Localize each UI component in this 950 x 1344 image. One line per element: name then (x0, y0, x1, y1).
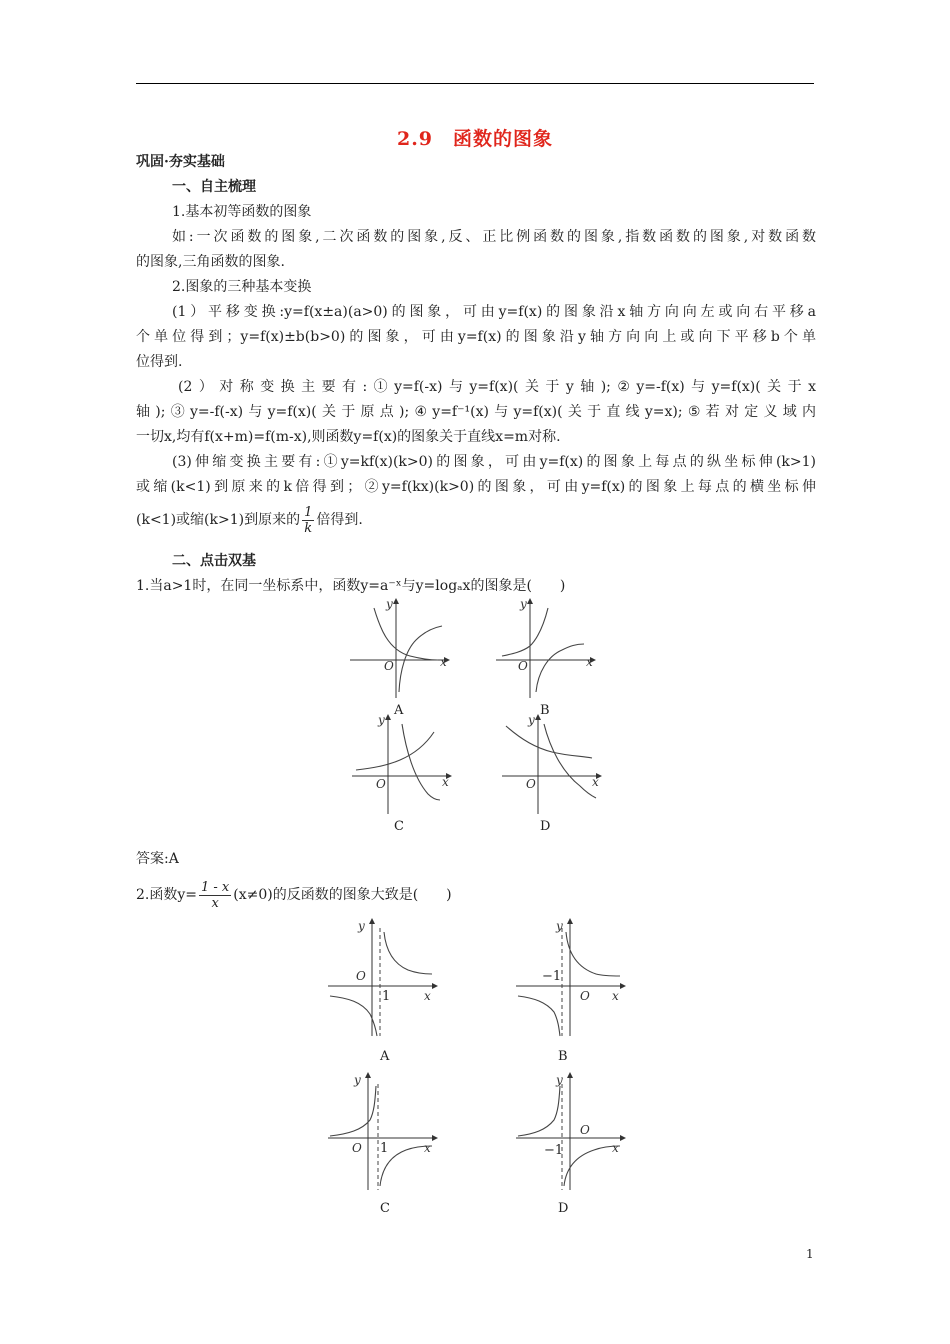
subsection-1: 一、自主梳理 (172, 179, 256, 195)
paragraph-6-line1: (3)伸缩变换主要有:①y=kf(x)(k>0)的图象，可由y=f(x)的图象上每点的纵坐标伸(k>1) (172, 454, 816, 470)
tick-label: 1 (380, 1141, 389, 1156)
fraction-numerator: 1 (304, 504, 313, 520)
fraction-1-over-k (302, 505, 314, 536)
q2-text-post: (x≠0)的反函数的图象大致是( ) (233, 887, 452, 903)
q2-caption-d (556, 1198, 576, 1216)
page-title: 2.9 函数的图象 (396, 128, 554, 150)
origin-label: O (580, 989, 590, 1003)
origin-label: O (580, 1123, 590, 1137)
paragraph-2-line1: 如:一次函数的图象,二次函数的图象,反、正比例函数的图象,指数函数的图象,对数函数 (172, 229, 816, 245)
y-axis-label: y (556, 919, 563, 933)
question-2 (136, 877, 816, 913)
y-axis-label: y (354, 1073, 361, 1087)
fraction-numerator: 1 - x (201, 879, 230, 895)
paragraph-6-line2: 或缩(k<1)到原来的k倍得到；②y=f(kx)(k>0)的图象，可由y=f(x)的图象上每点的横坐标伸 (136, 479, 816, 495)
paragraph-5-line2: 轴);③y=-f(-x)与y=f(x)(关于原点);④y=f⁻¹(x)与y=f(x)(关于直线y=x);⑤若对定义域内 (136, 404, 816, 420)
svg-text:B: B (558, 1049, 568, 1064)
fraction-1-minus-x-over-x (199, 880, 231, 911)
y-axis-label: y (556, 1073, 563, 1087)
paragraph-4-line2: 个单位得到；y=f(x)±b(b>0)的图象，可由y=f(x)的图象沿y轴方向向上或向下平移b个单 (136, 329, 816, 345)
p6-text-pre: (k<1)或缩(k>1)到原来的 (136, 512, 301, 528)
origin-label: O (352, 1141, 362, 1155)
origin-label: O (384, 659, 394, 673)
paragraph-3: 2.图象的三种基本变换 (172, 279, 312, 295)
section-heading: 巩固·夯实基础 (136, 154, 225, 170)
answer-1: 答案:A (136, 851, 179, 867)
tick-label: −1 (542, 969, 562, 984)
y-axis-label: y (358, 919, 365, 933)
q1-caption-d (536, 816, 556, 834)
svg-text:A: A (380, 1049, 390, 1064)
origin-label: O (526, 777, 536, 791)
y-axis-label: y (378, 713, 385, 727)
paragraph-1: 1.基本初等函数的图象 (172, 204, 312, 220)
fraction-denominator: x (211, 895, 219, 911)
svg-text:A: A (394, 703, 404, 718)
x-axis-label: x (424, 1141, 431, 1155)
y-axis-label: y (528, 713, 535, 727)
svg-text:D: D (558, 1201, 569, 1216)
paragraph-5-line3: 一切x,均有f(x+m)=f(m-x),则函数y=f(x)的图象关于直线x=m对称. (136, 429, 561, 445)
paragraph-6-line3 (136, 502, 816, 538)
q1-graph-b (496, 598, 596, 698)
page-number: 1 (806, 1247, 814, 1261)
tick-label: −1 (544, 1143, 564, 1158)
q2-graph-d (516, 1072, 626, 1192)
x-axis-label: x (586, 655, 593, 669)
x-axis-label: x (440, 655, 447, 669)
paragraph-2-line2: 的图象,三角函数的图象. (136, 254, 285, 270)
q2-graph-c (328, 1072, 438, 1192)
fraction-denominator: k (304, 520, 313, 536)
svg-text:B: B (540, 703, 550, 718)
y-axis-label: y (520, 597, 527, 611)
q1-graph-a (350, 598, 450, 698)
tick-label: 1 (382, 989, 391, 1004)
paragraph-5-line1: (2）对称变换主要有:①y=f(-x)与y=f(x)(关于y轴);②y=-f(x)与y=f(x)(关于x (178, 379, 816, 395)
paragraph-4-line3: 位得到. (136, 354, 183, 370)
q2-caption-c (378, 1198, 398, 1216)
x-axis-label: x (612, 1141, 619, 1155)
q1-caption-c (390, 816, 410, 834)
subsection-2: 二、点击双基 (172, 553, 256, 569)
q2-caption-b (556, 1046, 576, 1064)
q2-graph-a (328, 918, 438, 1038)
paragraph-4-line1: (1）平移变换:y=f(x±a)(a>0)的图象，可由y=f(x)的图象沿x轴方向向左或向右平移a (172, 304, 816, 320)
svg-text:C: C (380, 1201, 390, 1216)
q2-text-pre: 2.函数y= (136, 887, 197, 903)
header-rule (136, 83, 814, 84)
x-axis-label: x (424, 989, 431, 1003)
p6-text-post: 倍得到. (316, 512, 363, 528)
x-axis-label: x (612, 989, 619, 1003)
origin-label: O (518, 659, 528, 673)
q1-graph-d (502, 714, 602, 814)
question-1: 1.当a>1时，在同一坐标系中，函数y=a⁻ˣ与y=logₐx的图象是( ) (136, 578, 566, 594)
q1-graph-c (352, 714, 452, 814)
origin-label: O (356, 969, 366, 983)
svg-text:C: C (394, 819, 404, 834)
q2-caption-a (378, 1046, 398, 1064)
x-axis-label: x (592, 775, 599, 789)
x-axis-label: x (442, 775, 449, 789)
origin-label: O (376, 777, 386, 791)
y-axis-label: y (386, 597, 393, 611)
q2-graph-b (516, 918, 626, 1038)
svg-text:D: D (540, 819, 551, 834)
